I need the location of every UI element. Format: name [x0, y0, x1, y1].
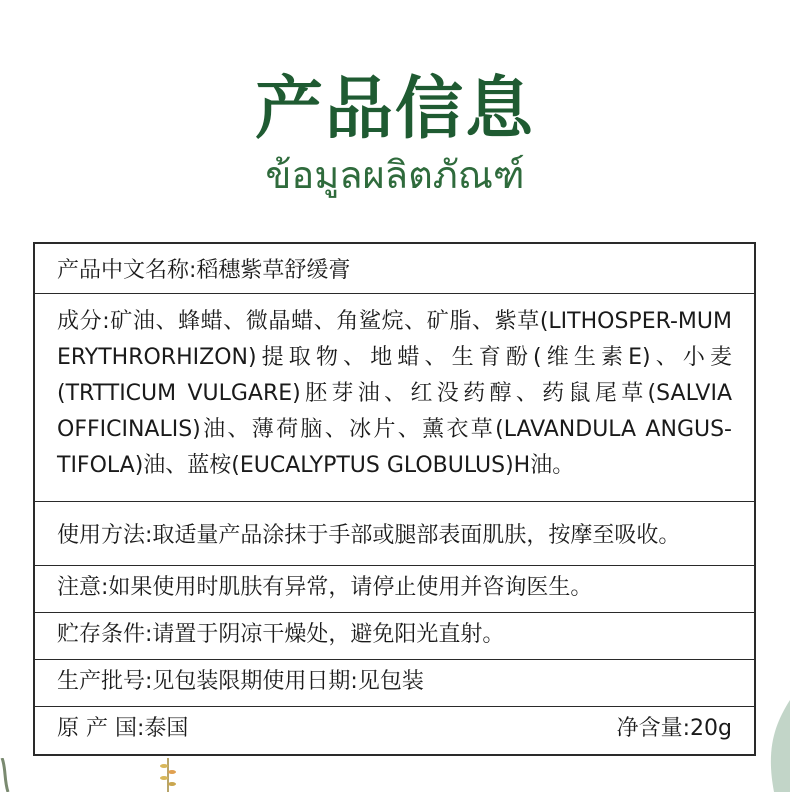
caution-text: 注意:如果使用时肌肤有异常，请停止使用并咨询医生。: [57, 575, 593, 600]
page-title-thai: ข้อมูลผลิตภัณฑ์: [265, 153, 525, 197]
product-info-table: [33, 242, 756, 756]
batch-row: [35, 660, 754, 707]
product-name-row: [35, 244, 754, 294]
origin-text: 原 产 国:泰国: [57, 716, 189, 741]
usage-text: 使用方法:取适量产品涂抹于手部或腿部表面肌肤，按摩至吸收。: [57, 523, 681, 548]
storage-text: 贮存条件:请置于阴凉干燥处，避免阳光直射。: [57, 622, 505, 647]
wheat-branch-decoration: [150, 758, 190, 792]
right-leaf-decoration: [754, 700, 790, 792]
net-weight-text: 净含量:20g: [616, 716, 732, 741]
usage-row: [35, 502, 754, 566]
batch-text: 生产批号:见包装限期使用日期:见包装: [57, 669, 424, 694]
page-title-chinese: 产品信息: [254, 70, 535, 149]
ingredients-row: [35, 294, 754, 502]
origin-row: [35, 707, 754, 754]
left-leaf-decoration: [0, 758, 12, 792]
storage-row: [35, 613, 754, 660]
caution-row: [35, 566, 754, 613]
product-name-text: 产品中文名称:稻穗紫草舒缓膏: [57, 258, 351, 283]
ingredients-text: 成分:矿油、蜂蜡、微晶蜡、角鲨烷、矿脂、紫草(LITHOSPER-MUM ERYTHRORHIZON)提取物、地蜡、生育酚(维生素E)、小麦(TRTTICUM VULGARE)胚芽油、红没药醇、药鼠尾草(SALVIA OFFICINALIS)油、薄荷脑、冰片、薰衣草(LAVANDULA ANGUS-TIFOLA)油、蓝桉(EUCALYPTUS GLOBULUS)H油。: [57, 309, 732, 478]
